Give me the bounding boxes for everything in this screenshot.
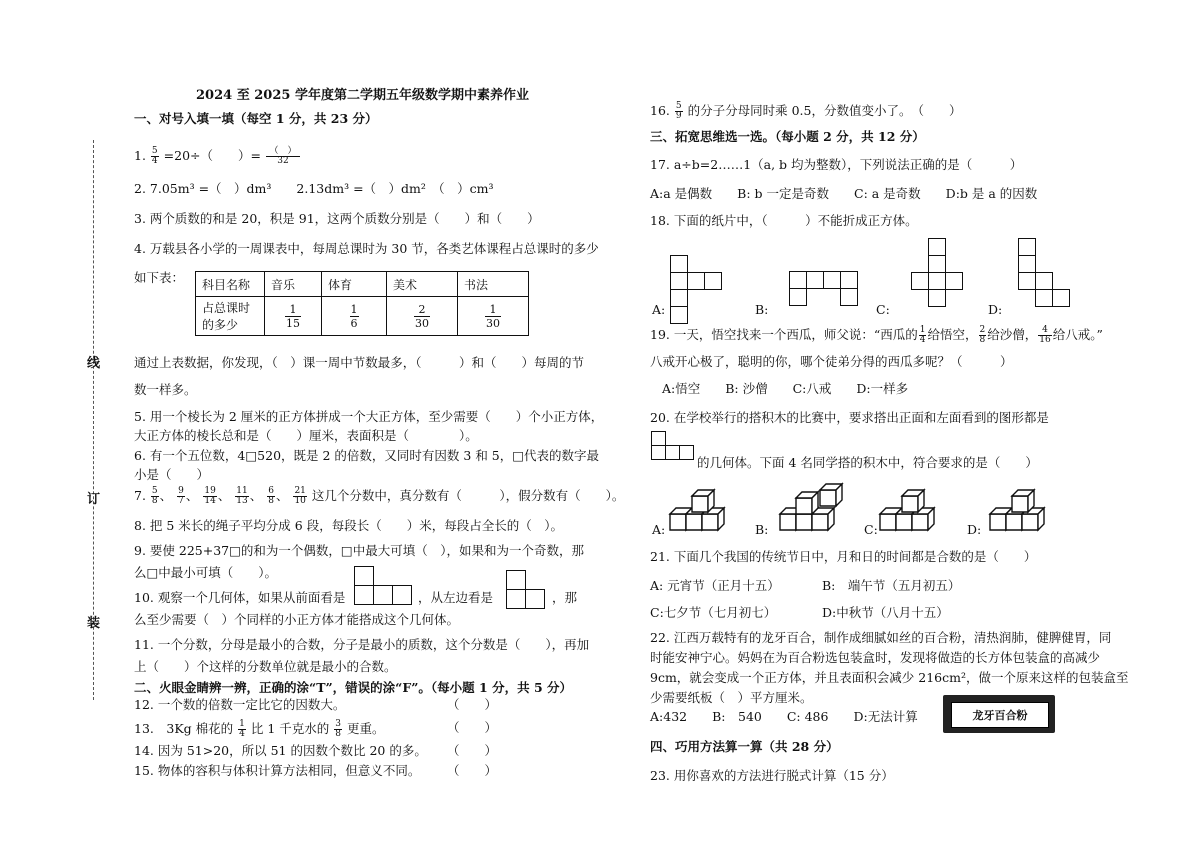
q22-line3: 9cm，就会变成一个正方体，并且表面积会减少 216cm²，做一个原来这样的包装盒至	[650, 670, 1129, 685]
q21: 21. 下面几个我国的传统节日中，月和日的时间都是合数的是（ ）	[650, 549, 1037, 564]
net-cell	[928, 289, 946, 307]
q10-part-a: 10. 观察一个几何体，如果从前面看是	[134, 590, 346, 605]
cube-face	[990, 514, 1006, 530]
net-cell	[1035, 272, 1053, 290]
q6-line1: 6. 有一个五位数，4□520，既是 2 的倍数，又同时有因数 3 和 5，□代表的数字最	[134, 448, 600, 463]
q20-view-cell	[679, 445, 694, 460]
q18-label-d: D:	[988, 302, 1003, 317]
table-header: 科目名称	[196, 272, 265, 297]
net-cell	[806, 271, 824, 289]
net-cell	[928, 255, 946, 273]
q4-line3: 通过上表数据，你发现，（ ）课一周中节数最多，（ ）和（ ）每周的节	[134, 355, 585, 370]
q1: 1. $\frac{5}{4}$ =20÷（ ）= （ ） 32	[134, 147, 301, 166]
cube-face	[796, 498, 812, 514]
q14: 14. 因为 51>20，所以 51 的因数个数比 20 的多。	[134, 743, 427, 758]
net-cell	[670, 289, 688, 307]
q8: 8. 把 5 米长的绳子平均分成 6 段，每段长（ ）米，每段占全长的（ ）。	[134, 518, 563, 533]
net-cell	[670, 306, 688, 324]
q5-line1: 5. 用一个棱长为 2 厘米的正方体拼成一个大正方体，至少需要（ ）个小正方体，	[134, 409, 604, 424]
margin-bind-char: 订	[87, 492, 101, 507]
section3-heading: 三、拓宽思维选一选。（每小题 2 分，共 12 分）	[650, 129, 925, 144]
q10-part-b: ，从左边看是	[418, 590, 494, 605]
cube-face	[670, 514, 686, 530]
cube-face	[912, 514, 928, 530]
cube-face	[1022, 514, 1038, 530]
table-cell: $\frac{1}{15}$	[265, 297, 322, 336]
q20-cube-figures	[640, 470, 1060, 540]
q22-line4: 少需要纸板（ ）平方厘米。	[650, 690, 813, 705]
q10-line2: 么至少需要（ ）个同样的小正方体才能搭成这个几何体。	[134, 612, 460, 627]
q22-options: A:432 B: 540 C: 486 D:无法计算	[650, 709, 918, 724]
q20-line2: 的几何体。下面 4 名同学搭的积木中，符合要求的是（ ）	[697, 455, 1038, 470]
cube-face	[1012, 496, 1028, 512]
net-cell	[789, 288, 807, 306]
section1-heading: 一、对号入填一填（每空 1 分，共 23 分）	[134, 111, 378, 126]
q17: 17. a÷b=2……1（a, b 均为整数），下列说法正确的是（ ）	[650, 157, 1023, 172]
net-cell	[789, 271, 807, 289]
q19-line1: 19. 一天，悟空找来一个西瓜，师父说：“西瓜的 $\frac{1}{4}$ 给悟空， $\frac{2}{8}$ 给沙僧， $\frac{4}{16}$ 给八戒。”	[650, 325, 1103, 345]
cube-face	[692, 496, 708, 512]
q9-line2: 么□中最小可填（ ）。	[134, 565, 278, 580]
package-box-label: 龙牙百合粉	[951, 702, 1049, 728]
q20-line1: 20. 在学校举行的搭积木的比赛中，要求搭出正面和左面看到的图形都是	[650, 410, 1049, 425]
q11-line2: 上（ ）个这样的分数单位就是最小的合数。	[134, 659, 397, 674]
q10-part-c: ，那	[552, 590, 578, 605]
front-view-cell	[392, 585, 412, 605]
table-cell: $\frac{1}{6}$	[322, 297, 387, 336]
q12: 12. 一个数的倍数一定比它的因数大。	[134, 697, 346, 712]
q17-options: A:a 是偶数 B: b 一定是奇数 C: a 是奇数 D:b 是 a 的因数	[650, 186, 1038, 201]
net-cell	[687, 272, 705, 290]
q19-options: A:悟空 B: 沙僧 C:八戒 D:一样多	[662, 381, 909, 396]
table-header: 书法	[458, 272, 529, 297]
net-cell	[1018, 272, 1036, 290]
table-cell: $\frac{2}{30}$	[387, 297, 458, 336]
q9-line1: 9. 要使 225+37□的和为一个偶数，□中最大可填（ ），如果和为一个奇数，那	[134, 543, 584, 558]
q21-option-b: B: 端午节（五月初五）	[822, 578, 961, 593]
q16: 16. $\frac{5}{9}$ 的分子分母同时乘 0.5，分数值变小了。 （ ）	[650, 101, 962, 121]
q22-line2: 时能安神宁心。妈妈在为百合粉选包装盒时，发现将做造的长方体包装盒的高减少	[650, 650, 1101, 665]
q18-label-a: A:	[652, 302, 666, 317]
q6-line2: 小是（ ）	[134, 467, 210, 482]
q4-table	[195, 271, 529, 336]
left-view-cell	[506, 589, 526, 609]
q4-line2: 如下表：	[134, 270, 185, 285]
q11-line1: 11. 一个分数，分母是最小的合数，分子是最小的质数，这个分数是（ ），再加	[134, 637, 590, 652]
net-cell	[1035, 289, 1053, 307]
q3: 3. 两个质数的和是 20，积是 91，这两个质数分别是（ ）和（ ）	[134, 211, 540, 226]
net-cell	[670, 272, 688, 290]
q12-answer[interactable]: （ ）	[447, 697, 498, 712]
front-view-shape	[354, 566, 374, 586]
q4-line4: 数一样多。	[134, 382, 197, 397]
net-cell	[670, 255, 688, 273]
cube-face	[812, 514, 828, 530]
cube-face	[780, 514, 796, 530]
q21-option-c: C:七夕节（七月初七）	[650, 605, 777, 620]
net-cell	[945, 272, 963, 290]
cube-face	[880, 514, 896, 530]
q20-label-d: D:	[967, 522, 982, 537]
q18-label-b: B:	[755, 302, 769, 317]
package-box-image	[943, 695, 1055, 733]
q22-line1: 22. 江西万载特有的龙牙百合，制作成细腻如丝的百合粉，清热润肺，健脾健胃，同	[650, 630, 1112, 645]
q15-answer[interactable]: （ ）	[447, 763, 498, 778]
q20-view-cell	[651, 445, 666, 460]
left-view-cell	[525, 589, 545, 609]
margin-line-char: 线	[87, 356, 101, 371]
q20-label-a: A:	[652, 522, 666, 537]
q7: 7. $\frac{5}{8}$ 、 $\frac{9}{7}$ 、 $\frac{19}{14}$ 、 $\frac{11}{13}$ 、 $\frac{6}{8}$ 、 $\frac{21}{10}$ 这几个分数中，真分数有（ ），假分数有（ ）。	[134, 486, 625, 506]
net-cell	[1018, 238, 1036, 256]
table-row-label: 占总课时的多少	[196, 297, 265, 336]
q13: 13. 3Kg 棉花的 $\frac{1}{4}$ 比 1 千克水的 $\frac{3}{8}$ 更重。	[134, 719, 385, 739]
q20-label-b: B:	[755, 522, 769, 537]
q13-answer[interactable]: （ ）	[447, 720, 498, 735]
net-cell	[840, 288, 858, 306]
cube-face	[686, 514, 702, 530]
table-header: 音乐	[265, 272, 322, 297]
net-cell	[1052, 289, 1070, 307]
q20-view-cell	[651, 431, 666, 446]
section4-heading: 四、巧用方法算一算（共 28 分）	[650, 739, 839, 754]
table-header: 体育	[322, 272, 387, 297]
net-cell	[704, 272, 722, 290]
q20-view-cell	[665, 445, 680, 460]
q18-label-c: C:	[876, 302, 890, 317]
page-title: 2024 至 2025 学年度第二学期五年级数学期中素养作业	[196, 88, 529, 103]
q4-line1: 4. 万载县各小学的一周课表中，每周总课时为 30 节，各类艺体课程占总课时的多少	[134, 241, 599, 256]
q21-option-a: A: 元宵节（正月十五）	[650, 578, 780, 593]
cube-face	[702, 514, 718, 530]
net-cell	[928, 238, 946, 256]
q21-option-d: D:中秋节（八月十五）	[822, 605, 949, 620]
net-cell	[823, 271, 841, 289]
table-cell: $\frac{1}{30}$	[458, 297, 529, 336]
left-view-shape	[506, 570, 526, 590]
cube-face	[896, 514, 912, 530]
front-view-cell	[373, 585, 393, 605]
section2-heading: 二、火眼金睛辨一辨，正确的涂“T”，错误的涂“F”。（每小题 1 分，共 5 分）	[134, 680, 572, 695]
net-cell	[1018, 255, 1036, 273]
q14-answer[interactable]: （ ）	[447, 743, 498, 758]
front-view-cell	[354, 585, 374, 605]
net-cell	[840, 271, 858, 289]
table-header: 美术	[387, 272, 458, 297]
net-cell	[928, 272, 946, 290]
net-cell	[911, 272, 929, 290]
cube-face	[796, 514, 812, 530]
cube-face	[902, 496, 918, 512]
q18: 18. 下面的纸片中，（ ）不能折成正方体。	[650, 213, 918, 228]
cube-face	[1006, 514, 1022, 530]
q23: 23. 用你喜欢的方法进行脱式计算（15 分）	[650, 768, 894, 783]
q15: 15. 物体的容积与体积计算方法相同，但意义不同。	[134, 763, 421, 778]
q5-line2: 大正方体的棱长总和是（ ）厘米，表面积是（ ）。	[134, 428, 478, 443]
cube-face	[820, 490, 836, 506]
q2: 2. 7.05m³ =（ ）dm³ 2.13dm³ =（ ）dm² （ ）cm³	[134, 181, 494, 196]
margin-seal-char: 装	[87, 616, 101, 631]
q19-line2: 八戒开心极了，聪明的你，哪个徒弟分得的西瓜多呢？（ ）	[650, 354, 1013, 369]
q20-label-c: C:	[864, 522, 878, 537]
